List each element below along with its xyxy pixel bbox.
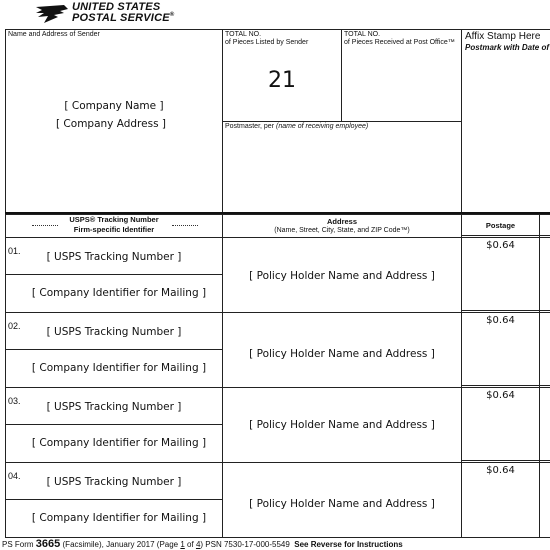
row-number: 03.	[8, 396, 21, 406]
row-tracking-number: [ USPS Tracking Number ]	[46, 401, 182, 413]
row-company-identifier: [ Company Identifier for Mailing ]	[31, 287, 207, 299]
pieces-listed-box	[222, 29, 342, 122]
row-tracking-cell	[5, 387, 223, 463]
row-postage-cell	[461, 385, 540, 463]
pieces-received-label1: TOTAL NO.	[344, 31, 381, 38]
dotted-leader-left	[32, 225, 58, 226]
row-postage: $0.64	[486, 390, 515, 401]
tracking-header-line2: Firm-specific Identifier	[73, 225, 155, 234]
row-number: 02.	[8, 321, 21, 331]
brand-line1: UNITED STATES	[72, 1, 161, 13]
row-divider	[6, 499, 222, 500]
row-extra-cell	[539, 385, 550, 463]
row-postage: $0.64	[486, 315, 515, 326]
company-address: [ Company Address ]	[56, 118, 166, 130]
row-postage: $0.64	[486, 240, 515, 251]
address-header-line2: (Name, Street, City, State, and ZIP Code™)	[274, 227, 410, 234]
footer: PS Form 3665 (Facsimile), January 2017 (Page 1 of 4) PSN 7530-17-000-5549 See Reverse for Instructions	[2, 538, 403, 550]
row-address-cell	[222, 312, 462, 388]
row-tracking-cell	[5, 312, 223, 388]
row-extra-cell	[539, 310, 550, 388]
company-name: [ Company Name ]	[64, 100, 164, 112]
row-divider	[6, 274, 222, 275]
stamp-line2: Postmark with Date of	[465, 43, 550, 52]
row-postage-cell	[461, 310, 540, 388]
pieces-listed-label2: of Pieces Listed by Sender	[225, 39, 309, 46]
eagle-icon	[34, 3, 70, 25]
address-header-line1: Address	[326, 217, 357, 226]
row-address-cell	[222, 462, 462, 538]
row-number: 04.	[8, 471, 21, 481]
row-company-identifier: [ Company Identifier for Mailing ]	[31, 437, 207, 449]
tracking-col-header	[5, 214, 223, 238]
address-col-header	[222, 214, 462, 238]
pieces-received-label2: of Pieces Received at Post Office™	[344, 39, 455, 46]
row-postage: $0.64	[486, 465, 515, 476]
postage-header: Postage	[485, 221, 516, 230]
row-address-cell	[222, 237, 462, 313]
row-address: [ Policy Holder Name and Address ]	[249, 270, 435, 282]
brand-line2: POSTAL SERVICE®	[72, 12, 175, 24]
sender-box	[5, 29, 223, 213]
tracking-header-line1: USPS® Tracking Number	[69, 215, 159, 224]
pieces-received-box	[341, 29, 462, 122]
row-address: [ Policy Holder Name and Address ]	[249, 348, 435, 360]
sender-label: Name and Address of Sender	[8, 31, 100, 38]
row-address: [ Policy Holder Name and Address ]	[249, 498, 435, 510]
row-tracking-number: [ USPS Tracking Number ]	[46, 476, 182, 488]
usps-logo	[34, 1, 184, 27]
row-address: [ Policy Holder Name and Address ]	[249, 419, 435, 431]
postmaster-label: Postmaster, per (name of receiving employee)	[225, 123, 369, 130]
pieces-listed-label1: TOTAL NO.	[225, 31, 262, 38]
row-tracking-number: [ USPS Tracking Number ]	[46, 251, 182, 263]
row-tracking-number: [ USPS Tracking Number ]	[46, 326, 182, 338]
stamp-line1: Affix Stamp Here	[465, 31, 541, 42]
row-tracking-cell	[5, 237, 223, 313]
row-tracking-cell	[5, 462, 223, 538]
row-company-identifier: [ Company Identifier for Mailing ]	[31, 512, 207, 524]
row-number: 01.	[8, 246, 21, 256]
row-postage-cell	[461, 460, 540, 538]
pieces-listed-value: 21	[268, 68, 296, 93]
dotted-leader-right	[172, 225, 198, 226]
row-divider	[6, 349, 222, 350]
row-extra-cell	[539, 235, 550, 313]
row-extra-cell	[539, 460, 550, 538]
row-divider	[6, 424, 222, 425]
row-address-cell	[222, 387, 462, 463]
stamp-box	[461, 29, 550, 213]
postmaster-box	[222, 121, 462, 213]
row-company-identifier: [ Company Identifier for Mailing ]	[31, 362, 207, 374]
row-postage-cell	[461, 235, 540, 313]
